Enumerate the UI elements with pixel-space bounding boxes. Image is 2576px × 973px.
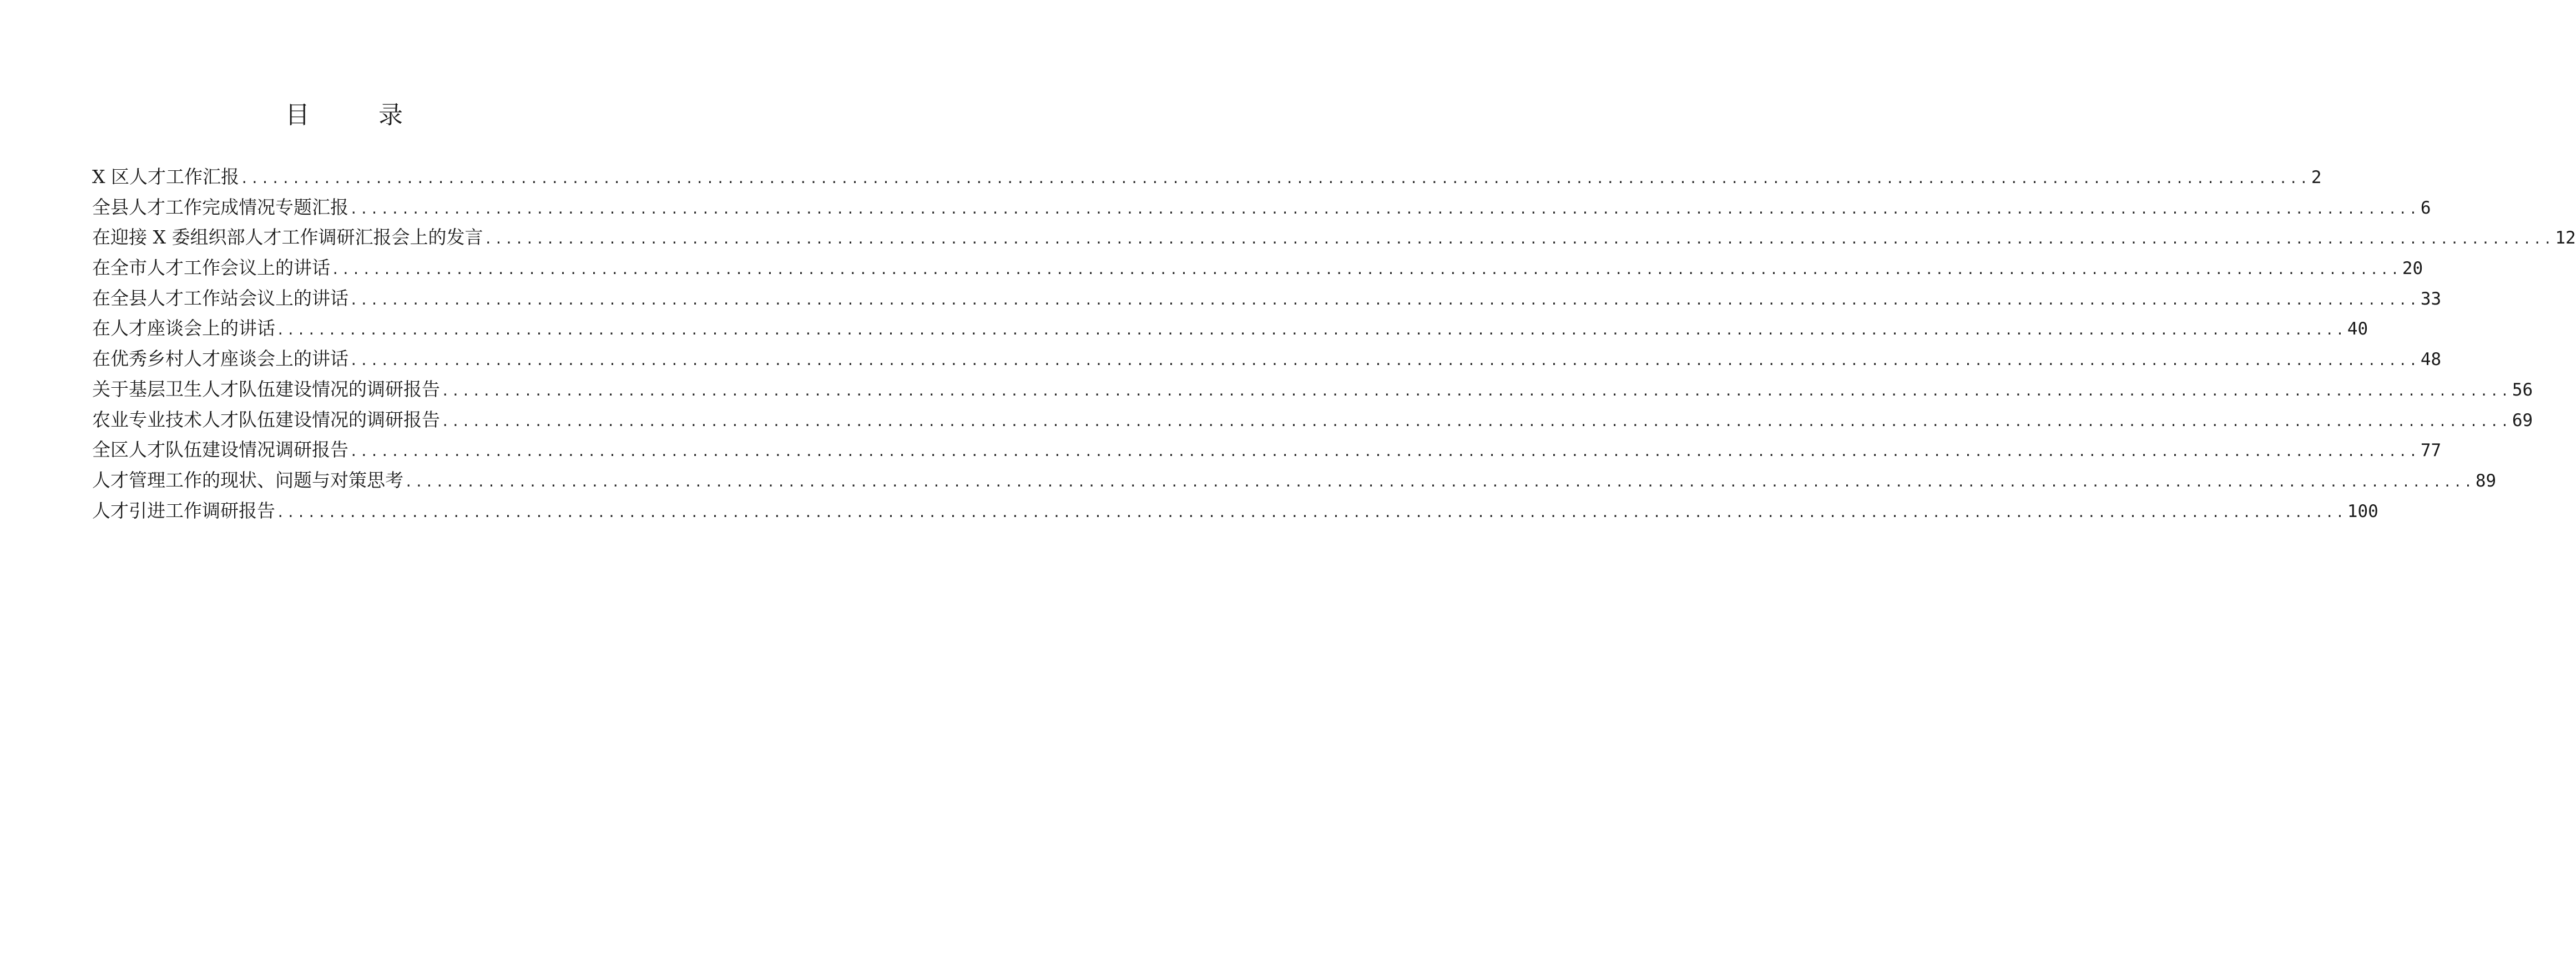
toc-entry[interactable] [92,162,2322,192]
toc-entry[interactable] [92,253,2423,283]
toc-entry-title: 全区人才队伍建设情况调研报告 [92,439,348,461]
toc-page-number: 20 [2402,259,2423,279]
dot-leader: ........................................................................................................................................................................................................ [350,201,2420,217]
toc-entry[interactable] [92,496,2378,526]
toc-entry-title: 在全市人才工作会议上的讲话 [92,257,330,279]
toc-page-number: 48 [2420,349,2442,370]
toc-entry-title: 全县人才工作完成情况专题汇报 [92,196,348,218]
toc-entry-title: X 区人才工作汇报 [92,166,239,187]
toc-entry-title: 在人才座谈会上的讲话 [92,317,275,339]
toc-entry-title: 在优秀乡村人才座谈会上的讲话 [92,348,348,370]
toc-entry[interactable] [92,192,2431,223]
dot-leader: ........................................................................................................................................................................................................ [484,231,2554,247]
toc-entry[interactable] [92,435,2442,465]
toc-page-number: 77 [2420,440,2442,461]
toc-entry[interactable] [92,465,2497,496]
toc-page-number: 56 [2512,379,2533,400]
dot-leader: ........................................................................................................................................................................................................ [350,353,2420,369]
toc-page-number: 12 [2555,228,2576,249]
toc-entry[interactable] [92,283,2442,314]
toc-entry[interactable] [92,405,2533,435]
dot-leader: ........................................................................................................................................................................................................ [441,383,2511,399]
dot-leader: ........................................................................................................................................................................................................ [331,262,2401,278]
dot-leader: ........................................................................................................................................................................................................ [350,292,2420,308]
toc-page-number: 40 [2347,319,2368,339]
toc-entry-title: 农业专业技术人才队伍建设情况的调研报告 [92,408,440,430]
page-title: 目 录 [285,101,425,129]
toc-entry-title: 在迎接 X 委组织部人才工作调研汇报会上的发言 [92,226,483,249]
dot-leader: ........................................................................................................................................................................................................ [276,504,2346,520]
dot-leader: ........................................................................................................................................................................................................ [405,474,2474,490]
toc-entry-title: 人才管理工作的现状、问题与对策思考 [92,469,403,491]
toc-page-number: 33 [2420,288,2442,309]
dot-leader: ........................................................................................................................................................................................................ [350,444,2420,460]
toc-entry[interactable] [92,344,2442,374]
table-of-contents [92,162,2576,526]
dot-leader: ........................................................................................................................................................................................................ [276,322,2346,338]
toc-entry-title: 人才引进工作调研报告 [92,499,275,521]
toc-entry-title: 在全县人才工作站会议上的讲话 [92,287,348,309]
dot-leader: ........................................................................................................................................................................................................ [441,413,2511,429]
toc-page-number: 6 [2420,197,2431,218]
toc-page-number: 2 [2311,168,2322,187]
toc-page-number: 100 [2347,501,2378,521]
toc-entry[interactable] [92,313,2368,344]
toc-page-number: 69 [2512,410,2533,430]
toc-entry[interactable] [92,222,2576,253]
toc-page-number: 89 [2475,470,2497,491]
toc-entry-title: 关于基层卫生人才队伍建设情况的调研报告 [92,378,440,400]
dot-leader: ........................................................................................................................................................................................................ [240,171,2310,186]
toc-entry[interactable] [92,374,2533,405]
